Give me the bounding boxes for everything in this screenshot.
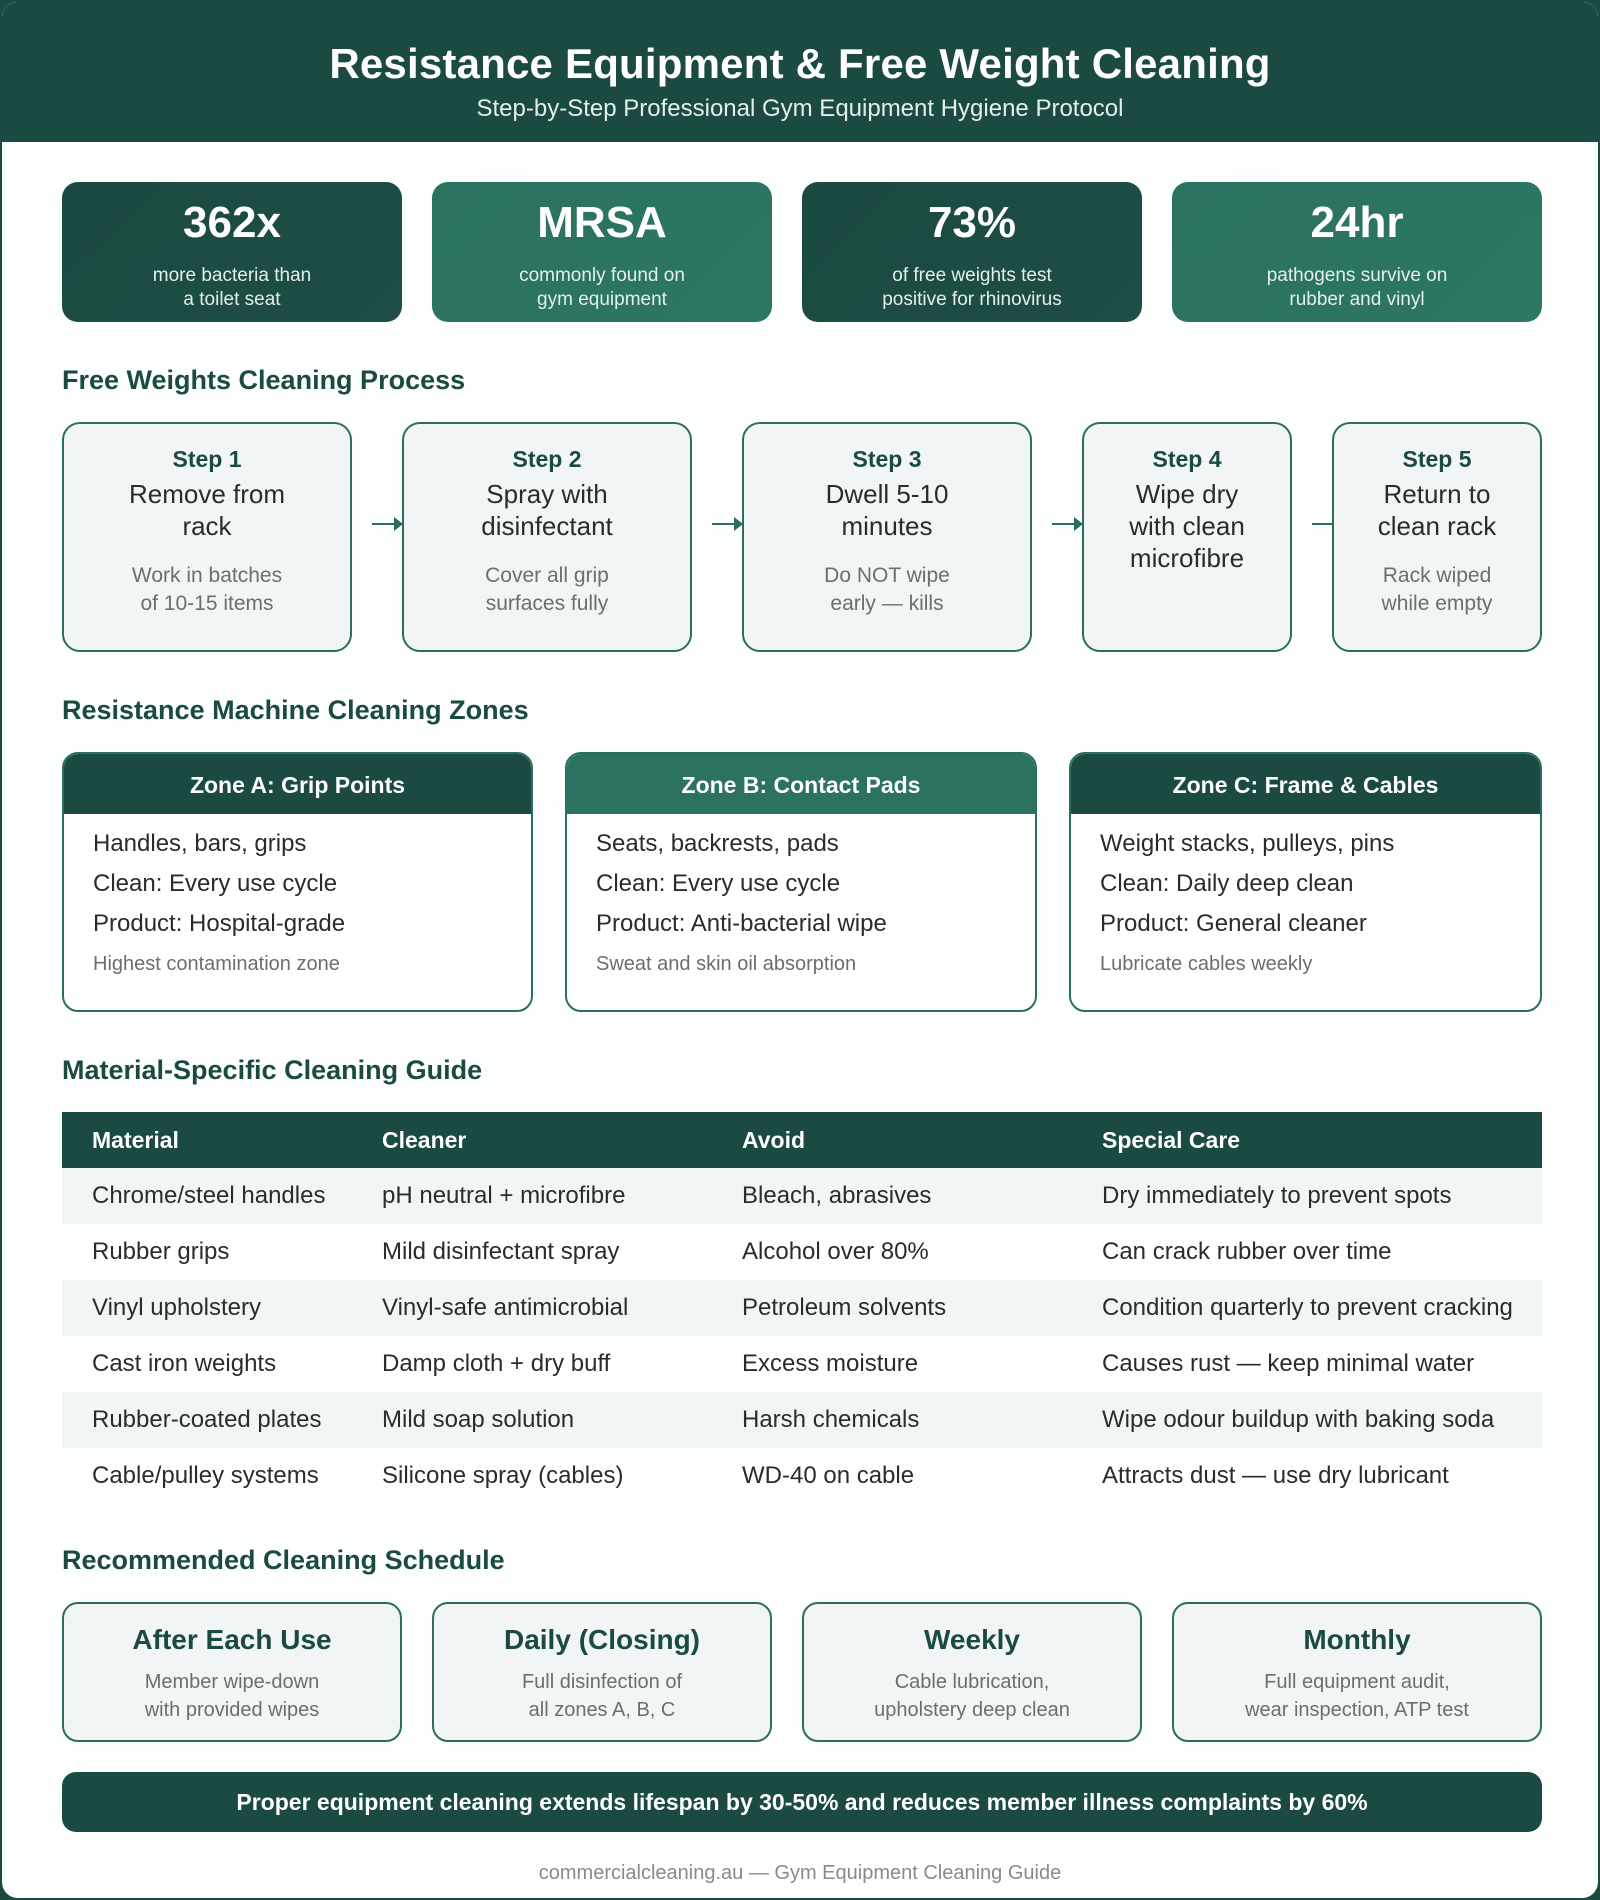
schedule-desc-line: all zones A, B, C [528, 1699, 676, 1721]
column-header-cleaner: Cleaner [382, 1127, 467, 1153]
cell-cleaner: Vinyl-safe antimicrobial [382, 1294, 629, 1321]
zone-note: Sweat and skin oil absorption [596, 953, 857, 975]
column-header-special-care: Special Care [1102, 1127, 1241, 1153]
zone-card-c [1069, 752, 1542, 1012]
zone-title: Zone C: Frame & Cables [1071, 754, 1540, 814]
stat-card-rhinovirus [802, 182, 1142, 322]
cell-special-care: Causes rust — keep minimal water [1102, 1350, 1475, 1377]
footer-credit: commercialcleaning.au — Gym Equipment Cleaning Guide [538, 1862, 1062, 1884]
cell-cleaner: Mild soap solution [382, 1406, 575, 1433]
schedule-desc-line: Full disinfection of [521, 1671, 683, 1693]
schedule-title: Daily (Closing) [503, 1624, 700, 1655]
step-number: Step 3 [852, 446, 922, 472]
cell-special-care: Condition quarterly to prevent cracking [1102, 1294, 1513, 1321]
schedule-desc-line: wear inspection, ATP test [1245, 1699, 1469, 1721]
zone-card-a [62, 752, 533, 1012]
stat-desc-line: a toilet seat [183, 289, 281, 310]
zone-note: Lubricate cables weekly [1100, 953, 1313, 975]
column-header-avoid: Avoid [742, 1127, 806, 1153]
cell-material: Cable/pulley systems [92, 1462, 319, 1489]
stat-desc-line: commonly found on [519, 265, 685, 286]
stat-card-mrsa [432, 182, 772, 322]
step-title-line: Wipe dry [1135, 479, 1239, 509]
stat-desc-line: rubber and vinyl [1289, 289, 1425, 310]
cell-avoid: Excess moisture [742, 1350, 919, 1377]
cell-avoid: Bleach, abrasives [742, 1182, 932, 1209]
step-number: Step 1 [172, 446, 242, 472]
cell-material: Rubber-coated plates [92, 1406, 322, 1433]
stat-card-bacteria [62, 182, 402, 322]
step-title [1334, 478, 1540, 542]
step-number: Step 5 [1402, 446, 1472, 472]
step-note-line: early — kills [830, 592, 944, 615]
stat-desc-line: gym equipment [537, 289, 667, 310]
step-title [1084, 478, 1290, 574]
stat-value: 362x [183, 198, 281, 247]
table-row [62, 1224, 1542, 1280]
step-title [404, 478, 690, 542]
step-note [744, 562, 1030, 618]
arrow-right-icon [712, 523, 742, 525]
stat-desc-line: pathogens survive on [1266, 265, 1448, 286]
step-note-line: of 10-15 items [140, 592, 274, 615]
stat-desc-line: positive for rhinovirus [882, 289, 1062, 310]
stat-description [432, 264, 772, 312]
cell-material: Cast iron weights [92, 1350, 277, 1377]
zone-areas: Seats, backrests, pads [596, 830, 839, 857]
zone-frequency: Clean: Every use cycle [596, 870, 841, 897]
schedule-desc-line: Cable lubrication, [894, 1671, 1050, 1693]
schedule-desc-line: Full equipment audit, [1264, 1671, 1450, 1693]
zone-areas: Handles, bars, grips [93, 830, 307, 857]
summary-banner: Proper equipment cleaning extends lifespan by 30-50% and reduces member illness complaints by 60% [62, 1772, 1542, 1832]
step-title [744, 478, 1030, 542]
schedule-desc-line: with provided wipes [144, 1699, 320, 1721]
cell-avoid: WD-40 on cable [742, 1462, 915, 1489]
schedule-desc-line: Member wipe-down [144, 1671, 320, 1693]
step-title-line: Return to [1383, 479, 1491, 509]
cell-special-care: Can crack rubber over time [1102, 1238, 1392, 1265]
cell-cleaner: Mild disinfectant spray [382, 1238, 620, 1265]
step-note [1334, 562, 1540, 618]
table-row [62, 1280, 1542, 1336]
step-note-line: Do NOT wipe [824, 564, 950, 587]
schedule-card-monthly [1172, 1602, 1542, 1742]
cell-material: Rubber grips [92, 1238, 230, 1265]
stat-description [1172, 264, 1542, 312]
zone-product: Product: Hospital-grade [93, 910, 346, 937]
cell-cleaner: pH neutral + microfibre [382, 1182, 626, 1209]
cell-special-care: Wipe odour buildup with baking soda [1102, 1406, 1495, 1433]
connector-line [1312, 523, 1332, 525]
cell-material: Vinyl upholstery [92, 1294, 261, 1321]
schedule-card-after-each-use [62, 1602, 402, 1742]
column-header-material: Material [92, 1127, 179, 1153]
schedule-description [64, 1668, 400, 1724]
stat-description [802, 264, 1142, 312]
schedule-description [804, 1668, 1140, 1724]
table-row [62, 1168, 1542, 1224]
zone-frequency: Clean: Every use cycle [93, 870, 338, 897]
stat-desc-line: more bacteria than [152, 265, 312, 286]
zone-product: Product: General cleaner [1100, 910, 1367, 937]
zone-note: Highest contamination zone [93, 953, 340, 975]
table-row [62, 1392, 1542, 1448]
stat-value: 73% [927, 198, 1017, 247]
cell-avoid: Petroleum solvents [742, 1294, 947, 1321]
zone-card-b [565, 752, 1037, 1012]
section-heading-zones: Resistance Machine Cleaning Zones [62, 695, 529, 725]
arrow-right-icon [372, 523, 402, 525]
stat-card-survival [1172, 182, 1542, 322]
cell-material: Chrome/steel handles [92, 1182, 326, 1209]
step-number: Step 4 [1152, 446, 1222, 472]
schedule-description [434, 1668, 770, 1724]
step-note-line: Cover all grip [485, 564, 609, 587]
step-title-line: rack [182, 511, 232, 541]
cell-cleaner: Silicone spray (cables) [382, 1462, 624, 1489]
step-note-line: Work in batches [131, 564, 283, 587]
section-heading-materials: Material-Specific Cleaning Guide [62, 1055, 483, 1085]
section-heading-free-weights: Free Weights Cleaning Process [62, 365, 466, 395]
stats-row [62, 182, 1542, 322]
step-title-line: Remove from [128, 479, 286, 509]
step-title-line: minutes [841, 511, 933, 541]
section-heading-schedule: Recommended Cleaning Schedule [62, 1545, 505, 1575]
cell-special-care: Dry immediately to prevent spots [1102, 1182, 1452, 1209]
zone-product: Product: Anti-bacterial wipe [596, 910, 887, 937]
cell-avoid: Alcohol over 80% [742, 1238, 929, 1265]
materials-table [62, 1112, 1542, 1504]
stat-value: MRSA [537, 198, 667, 247]
stat-value: 24hr [1310, 198, 1404, 247]
step-note [404, 562, 690, 618]
step-card-4 [1082, 422, 1292, 652]
step-card-2 [402, 422, 692, 652]
page-title: Resistance Equipment & Free Weight Cleaning [329, 40, 1271, 87]
table-header [62, 1112, 1542, 1168]
step-note-line: while empty [1381, 592, 1493, 615]
step-title-line: clean rack [1377, 511, 1497, 541]
table-row [62, 1448, 1542, 1504]
page-subtitle: Step-by-Step Professional Gym Equipment Hygiene Protocol [476, 95, 1124, 122]
step-card-1 [62, 422, 352, 652]
step-card-5 [1332, 422, 1542, 652]
schedule-desc-line: upholstery deep clean [874, 1699, 1070, 1721]
schedule-description [1174, 1668, 1540, 1724]
cell-avoid: Harsh chemicals [742, 1406, 920, 1433]
schedule-title: Weekly [924, 1624, 1020, 1655]
cell-special-care: Attracts dust — use dry lubricant [1102, 1462, 1449, 1489]
schedule-card-weekly [802, 1602, 1142, 1742]
step-note [64, 562, 350, 618]
arrow-right-icon [1052, 523, 1082, 525]
zone-areas: Weight stacks, pulleys, pins [1100, 830, 1395, 857]
zone-frequency: Clean: Daily deep clean [1100, 870, 1354, 897]
step-title-line: Spray with [486, 479, 608, 509]
schedule-title: After Each Use [132, 1624, 332, 1655]
step-title-line: Dwell 5-10 [825, 479, 949, 509]
step-card-3 [742, 422, 1032, 652]
table-row [62, 1336, 1542, 1392]
step-number: Step 2 [512, 446, 582, 472]
step-title-line: microfibre [1129, 543, 1245, 573]
cell-cleaner: Damp cloth + dry buff [382, 1350, 611, 1377]
header-banner [2, 2, 1598, 142]
schedule-card-daily [432, 1602, 772, 1742]
step-title-line: with clean [1129, 511, 1245, 541]
stat-description [62, 264, 402, 312]
step-title [64, 478, 350, 542]
zone-title: Zone B: Contact Pads [567, 754, 1035, 814]
schedule-title: Monthly [1303, 1624, 1411, 1655]
zone-title: Zone A: Grip Points [64, 754, 531, 814]
step-note-line: Rack wiped [1382, 564, 1492, 587]
step-title-line: disinfectant [481, 511, 613, 541]
step-note-line: surfaces fully [485, 592, 609, 615]
stat-desc-line: of free weights test [892, 265, 1052, 286]
